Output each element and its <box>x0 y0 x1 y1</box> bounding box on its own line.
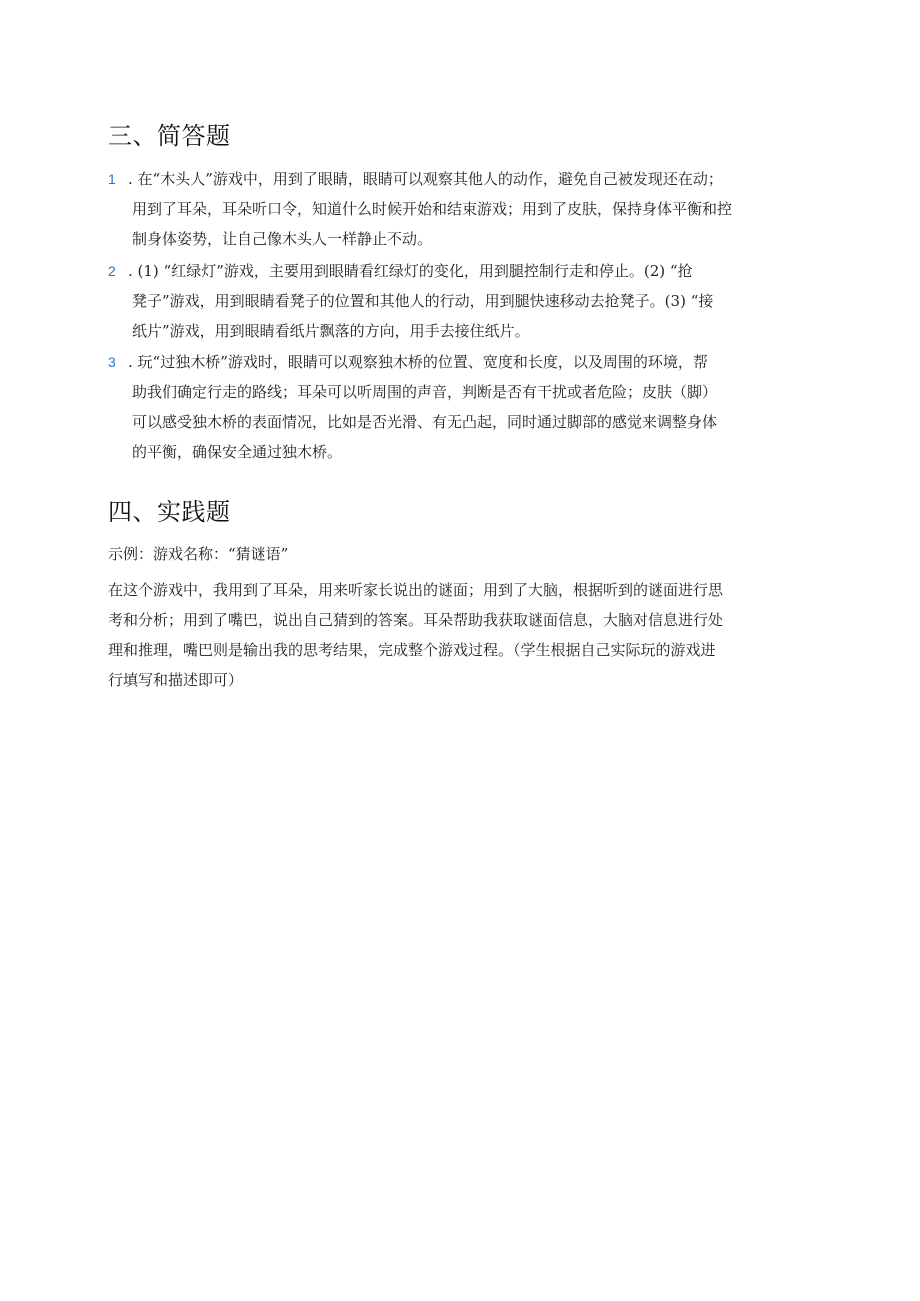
practice-example: 示例：游戏名称：“猜谜语” <box>108 545 289 563</box>
question-3 <box>108 347 820 467</box>
question-text: 纸片”游戏，用到眼睛看纸片飘落的方向，用手去接住纸片。 <box>132 322 530 340</box>
question-1 <box>108 164 820 254</box>
question-line <box>108 437 820 467</box>
section-title-practice: 四、实践题 <box>108 498 231 526</box>
question-text: 用到了耳朵，耳朵听口令，知道什么时候开始和结束游戏；用到了皮肤，保持身体平衡和控 <box>132 200 733 218</box>
question-line <box>108 377 820 407</box>
question-text: 的平衡，确保安全通过独木桥。 <box>132 443 343 461</box>
question-text: 制身体姿势，让自己像木头人一样静止不动。 <box>132 230 433 248</box>
question-text: . 玩“过独木桥”游戏时，眼睛可以观察独木桥的位置、宽度和长度，以及周围的环境，帮 <box>128 353 708 371</box>
question-line <box>108 347 820 377</box>
question-line <box>108 194 820 224</box>
question-text: 可以感受独木桥的表面情况，比如是否光滑、有无凸起，同时通过脚部的感觉来调整身体 <box>132 413 718 431</box>
question-text: . 在“木头人”游戏中，用到了眼睛，眼睛可以观察其他人的动作，避免自己被发现还在动； <box>128 170 723 188</box>
question-number: 1 <box>108 171 116 187</box>
question-text: 助我们确定行走的路线；耳朵可以听周围的声音，判断是否有干扰或者危险；皮肤（脚） <box>132 383 718 401</box>
practice-line: 理和推理，嘴巴则是输出我的思考结果，完成整个游戏过程。（学生根据自己实际玩的游戏进 <box>108 641 716 659</box>
question-number: 2 <box>108 263 116 279</box>
practice-line: 考和分析；用到了嘴巴，说出自己猜到的答案。耳朵帮助我获取谜面信息，大脑对信息进行处 <box>108 611 724 629</box>
section-title-short-answer: 三、简答题 <box>108 122 231 150</box>
practice-line: 在这个游戏中，我用到了耳朵，用来听家长说出的谜面；用到了大脑，根据听到的谜面进行思 <box>108 581 724 599</box>
practice-line: 行填写和描述即可） <box>108 671 244 689</box>
question-2 <box>108 256 820 346</box>
question-number: 3 <box>108 354 116 370</box>
practice-answer <box>108 539 820 695</box>
question-text: . (1) “红绿灯”游戏，主要用到眼睛看红绿灯的变化，用到腿控制行走和停止。(2) “抢 <box>128 262 693 280</box>
question-line <box>108 407 820 437</box>
question-line <box>108 316 820 346</box>
question-text: 凳子”游戏，用到眼睛看凳子的位置和其他人的行动，用到腿快速移动去抢凳子。(3) “接 <box>132 292 714 310</box>
question-line <box>108 256 820 286</box>
question-line <box>108 164 820 194</box>
question-line <box>108 224 820 254</box>
question-line <box>108 286 820 316</box>
